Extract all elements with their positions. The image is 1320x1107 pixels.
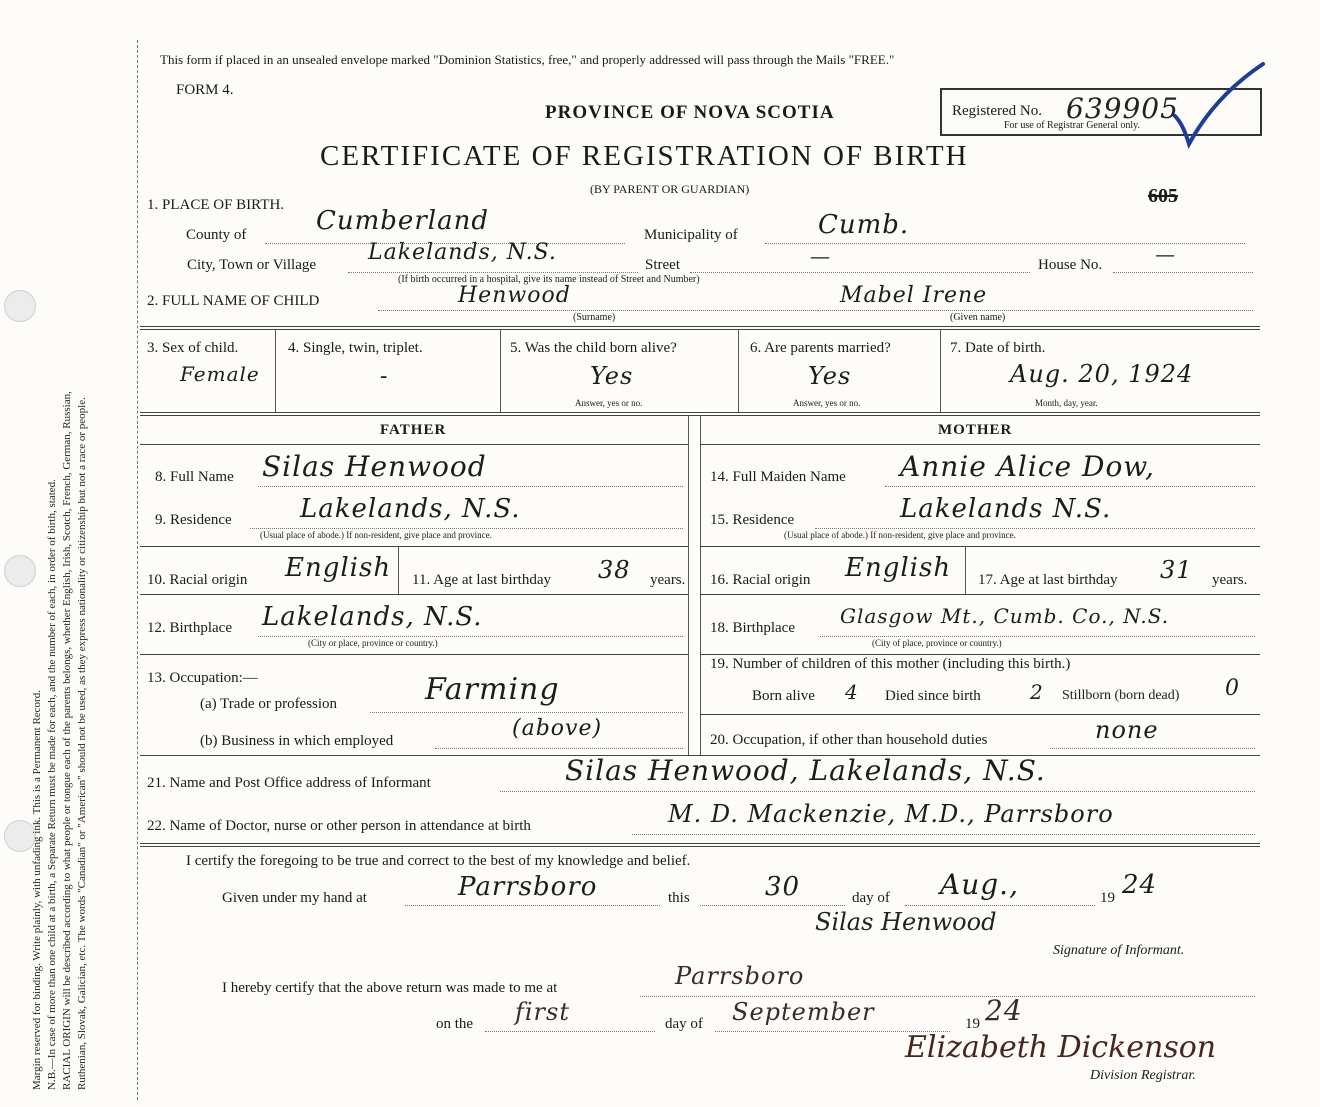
attendant-label: 22. Name of Doctor, nurse or other person in attendance at birth	[147, 818, 531, 834]
registrar-signature-caption: Division Registrar.	[1090, 1068, 1196, 1083]
margin-line-1: Margin reserved for binding. Write plainly, with unfading ink. This is a Permanent Record.	[31, 690, 43, 1090]
child-given-value: Mabel Irene	[840, 283, 988, 308]
father-occupation-label: 13. Occupation:—	[147, 670, 258, 686]
father-trade-value: Farming	[425, 672, 560, 707]
born-alive-count-value: 4	[845, 680, 859, 704]
margin-line-2: N.B.—In case of more than one child at a birth, a Separate Return must be made for each, and the number of each, in order of birth, stated.	[46, 479, 58, 1090]
county-value: Cumberland	[316, 206, 489, 236]
house-label: House No.	[1038, 257, 1103, 273]
mother-occupation-value: none	[1095, 716, 1159, 744]
certify-day-of-label: day of	[852, 890, 890, 906]
father-years: years.	[650, 572, 686, 588]
registrar-note: For use of Registrar General only.	[1004, 120, 1140, 131]
house-value: —	[1155, 242, 1176, 266]
province-title: PROVINCE OF NOVA SCOTIA	[545, 102, 835, 123]
father-name-label: 8. Full Name	[155, 469, 234, 485]
given-place-value: Parrsboro	[458, 872, 598, 902]
sex-value: Female	[180, 362, 260, 386]
registrar-on-the-label: on the	[436, 1016, 474, 1032]
registrar-year-value: 24	[985, 994, 1023, 1027]
municipality-label: Municipality of	[644, 227, 738, 243]
registrar-month-value: September	[732, 998, 875, 1026]
city-label: City, Town or Village	[187, 257, 317, 273]
registrar-place-value: Parrsboro	[675, 962, 805, 990]
given-under-hand-label: Given under my hand at	[222, 890, 367, 906]
child-surname-caption: (Surname)	[573, 312, 616, 323]
child-given-caption: (Given name)	[950, 312, 1006, 323]
stillborn-label: Stillborn (born dead)	[1062, 688, 1180, 703]
informant-signature-caption: Signature of Informant.	[1053, 943, 1185, 958]
mother-years: years.	[1212, 572, 1248, 588]
checkmark-icon	[1165, 56, 1275, 156]
mother-occupation-label: 20. Occupation, if other than household duties	[710, 732, 988, 748]
father-age-value: 38	[598, 556, 631, 584]
date-of-birth-label: 7. Date of birth.	[950, 340, 1046, 356]
father-business-value: (above)	[512, 716, 603, 741]
born-alive-count-label: Born alive	[752, 688, 815, 704]
multiplicity-label: 4. Single, twin, triplet.	[288, 340, 423, 356]
registrar-day-value: first	[515, 998, 570, 1026]
county-label: County of	[186, 227, 247, 243]
mother-residence-label: 15. Residence	[710, 512, 795, 528]
registrar-signature: Elizabeth Dickenson	[905, 1030, 1217, 1065]
mother-children-label: 19. Number of children of this mother (including this birth.)	[710, 656, 1071, 672]
mother-birthplace-value: Glasgow Mt., Cumb. Co., N.S.	[840, 604, 1170, 628]
mother-birthplace-label: 18. Birthplace	[710, 620, 795, 636]
father-name-value: Silas Henwood	[262, 450, 487, 483]
informant-label: 21. Name and Post Office address of Informant	[147, 775, 431, 791]
registrar-certification: I hereby certify that the above return was made to me at	[222, 980, 558, 996]
date-of-birth-value: Aug. 20, 1924	[1010, 360, 1194, 388]
stillborn-value: 0	[1225, 676, 1240, 701]
mother-birthplace-caption: (City of place, province or country.)	[872, 638, 1002, 648]
margin-line-4: Ruthenian, Slovak, Galician, etc. The words "Canadian" or "American" should not be used, as they express nationality or citizenship but not a race or people.	[76, 397, 88, 1090]
mother-name-label: 14. Full Maiden Name	[710, 469, 846, 485]
parents-married-value: Yes	[808, 362, 852, 390]
mother-heading: MOTHER	[938, 422, 1013, 438]
mother-age-value: 31	[1160, 556, 1193, 584]
child-surname-value: Henwood	[458, 283, 571, 308]
city-value: Lakelands, N.S.	[368, 240, 557, 265]
father-birthplace-value: Lakelands, N.S.	[262, 602, 483, 632]
mother-residence-value: Lakelands N.S.	[900, 494, 1112, 524]
father-race-value: English	[285, 553, 392, 583]
died-since-birth-value: 2	[1030, 680, 1044, 704]
place-of-birth-label: 1. PLACE OF BIRTH.	[147, 197, 285, 213]
multiplicity-value: -	[380, 364, 389, 389]
father-birthplace-label: 12. Birthplace	[147, 620, 232, 636]
certificate-title: CERTIFICATE OF REGISTRATION OF BIRTH	[320, 140, 969, 172]
informant-certification: I certify the foregoing to be true and correct to the best of my knowledge and belief.	[186, 853, 691, 869]
date-of-birth-caption: Month, day, year.	[1035, 398, 1098, 408]
corner-number: 605	[1148, 185, 1178, 207]
parents-married-caption: Answer, yes or no.	[793, 398, 861, 408]
binding-margin-line	[137, 40, 138, 1100]
sex-label: 3. Sex of child.	[147, 340, 239, 356]
certificate-subtitle: (BY PARENT OR GUARDIAN)	[590, 182, 750, 196]
mother-race-label: 16. Racial origin	[710, 572, 811, 588]
mother-residence-caption: (Usual place of abode.) If non-resident, give place and province.	[784, 530, 1016, 540]
certify-this-label: this	[668, 890, 690, 906]
father-residence-label: 9. Residence	[155, 512, 232, 528]
form-number: FORM 4.	[176, 82, 234, 98]
street-label: Street	[645, 257, 680, 273]
father-trade-label: (a) Trade or profession	[200, 696, 338, 712]
father-residence-value: Lakelands, N.S.	[300, 494, 521, 524]
certify-month-value: Aug.,	[940, 868, 1019, 901]
certify-year-prefix: 19	[1100, 890, 1115, 906]
attendant-value: M. D. Mackenzie, M.D., Parrsboro	[668, 800, 1114, 828]
born-alive-caption: Answer, yes or no.	[575, 398, 643, 408]
father-business-label: (b) Business in which employed	[200, 733, 394, 749]
registered-label: Registered No.	[952, 103, 1042, 119]
father-birthplace-caption: (City or place, province or country.)	[308, 638, 438, 648]
margin-line-3: RACIAL ORIGIN will be described according to what people or tongue each of the parents belongs, whether English, Irish, Scotch, French, German, Russian,	[61, 391, 73, 1090]
certify-day-value: 30	[765, 872, 801, 902]
parents-married-label: 6. Are parents married?	[750, 340, 891, 356]
father-age-label: 11. Age at last birthday	[412, 572, 551, 588]
registrar-year-prefix: 19	[965, 1016, 980, 1032]
father-race-label: 10. Racial origin	[147, 572, 248, 588]
postal-notice: This form if placed in an unsealed envelope marked "Dominion Statistics, free," and properly addressed will pass through the Mails "FREE."	[160, 52, 895, 67]
father-heading: FATHER	[380, 422, 447, 438]
mother-name-value: Annie Alice Dow,	[900, 450, 1155, 483]
informant-signature: Silas Henwood	[815, 908, 997, 936]
informant-value: Silas Henwood, Lakelands, N.S.	[565, 754, 1046, 787]
mother-age-label: 17. Age at last birthday	[978, 572, 1118, 588]
child-name-label: 2. FULL NAME OF CHILD	[147, 293, 320, 309]
registered-value: 639905	[1066, 92, 1179, 125]
margin-instructions	[30, 90, 90, 1090]
father-residence-caption: (Usual place of abode.) If non-resident, give place and province.	[260, 530, 492, 540]
street-value: —	[810, 244, 831, 268]
municipality-value: Cumb.	[818, 210, 910, 240]
certify-year-value: 24	[1122, 870, 1158, 900]
hospital-note: (If birth occurred in a hospital, give its name instead of Street and Number)	[398, 274, 700, 285]
mother-race-value: English	[845, 553, 952, 583]
died-since-birth-label: Died since birth	[885, 688, 981, 704]
registrar-day-of-label: day of	[665, 1016, 703, 1032]
born-alive-label: 5. Was the child born alive?	[510, 340, 677, 356]
born-alive-value: Yes	[590, 362, 634, 390]
